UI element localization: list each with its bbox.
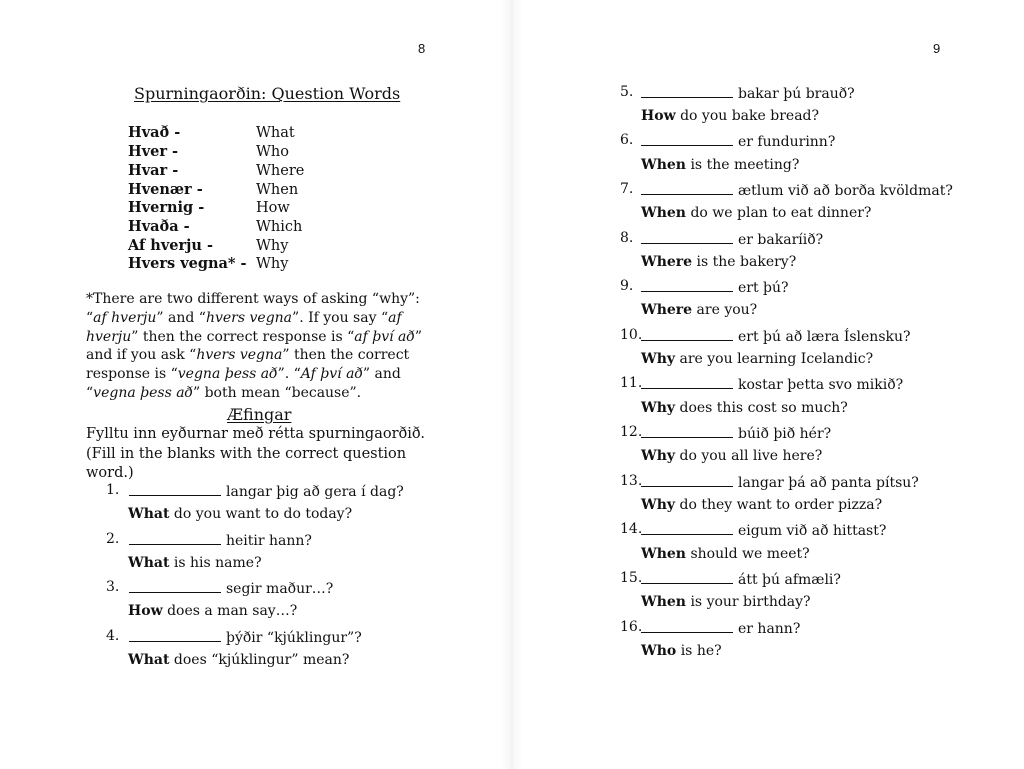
answer-text: is your birthday? <box>686 594 811 610</box>
prompt-text: heitir hann? <box>226 533 312 549</box>
answer-keyword: When <box>641 546 686 562</box>
prompt-text: er bakaríið? <box>738 232 824 248</box>
prompt-text: langar þá að panta pítsu? <box>738 475 919 491</box>
note-text: ”. “ <box>277 366 301 383</box>
prompt-text: búið þið hér? <box>738 426 832 442</box>
exercise-instructions: Fylltu inn eyðurnar með rétta spurningaorðið. (Fill in the blanks with the correct question word.) <box>86 426 425 481</box>
exercise-answer <box>641 400 848 416</box>
exercise-answer <box>641 594 811 610</box>
answer-keyword: Why <box>641 448 676 464</box>
exercise-answer <box>641 157 799 173</box>
exercise-number: 7. <box>620 181 634 197</box>
exercise-prompt <box>129 531 312 549</box>
prompt-text: ert þú að læra Íslensku? <box>738 329 911 345</box>
answer-keyword: Where <box>641 254 693 270</box>
answer-text: does “kjúklingur” mean? <box>169 652 350 668</box>
answer-text: do you want to do today? <box>169 506 353 522</box>
exercise-prompt <box>641 521 886 539</box>
note-text: ” both mean “because”. <box>192 384 362 401</box>
exercise-number: 2. <box>106 531 120 547</box>
vocab-english: What <box>256 125 295 141</box>
note-text: ” and “ <box>86 366 401 401</box>
answer-blank <box>129 628 221 642</box>
exercise-answer <box>641 302 757 318</box>
note-text: ” and “ <box>156 309 206 326</box>
exercise-number: 11. <box>620 375 643 391</box>
answer-keyword: Why <box>641 400 676 416</box>
answer-keyword: When <box>641 594 686 610</box>
note-italic: vegna þess að <box>177 366 278 383</box>
vocab-icelandic: Hver - <box>128 143 179 160</box>
exercise-prompt <box>641 132 835 150</box>
exercise-prompt <box>641 327 911 345</box>
exercise-number: 15. <box>620 570 643 586</box>
note-italic: vegna þess að <box>93 384 193 401</box>
exercise-prompt <box>641 375 903 393</box>
answer-text: should we meet? <box>686 546 810 562</box>
exercise-prompt <box>641 278 789 296</box>
vocab-english: How <box>256 200 290 216</box>
answer-blank <box>641 278 733 292</box>
answer-keyword: How <box>128 603 163 619</box>
answer-blank <box>641 181 733 195</box>
exercise-answer <box>128 506 352 522</box>
exercise-prompt <box>129 482 404 500</box>
vocab-icelandic: Hvar - <box>128 162 179 179</box>
exercise-number: 3. <box>106 579 120 595</box>
answer-blank <box>641 230 733 244</box>
vocab-english: Who <box>256 144 289 160</box>
exercise-number: 16. <box>620 619 643 635</box>
answer-text: do we plan to eat dinner? <box>686 205 872 221</box>
prompt-text: átt þú afmæli? <box>738 572 841 588</box>
exercise-answer <box>128 652 349 668</box>
note-italic: hvers vegna <box>196 347 283 364</box>
prompt-text: kostar þetta svo mikið? <box>738 377 904 393</box>
vocab-english: When <box>256 182 299 198</box>
prompt-text: langar þig að gera í dag? <box>226 484 404 500</box>
answer-keyword: Why <box>641 351 676 367</box>
note-text: ”. If you say “ <box>292 309 389 326</box>
note-italic: Af því að <box>300 366 363 383</box>
answer-blank <box>641 84 733 98</box>
answer-blank <box>641 132 733 146</box>
answer-keyword: Where <box>641 302 693 318</box>
exercise-answer <box>641 643 722 659</box>
page-number: 8 <box>418 41 426 56</box>
exercise-prompt <box>641 619 800 637</box>
vocab-english: Where <box>256 163 305 179</box>
note-italic: af hverju <box>93 309 157 326</box>
answer-keyword: When <box>641 157 686 173</box>
answer-blank <box>641 473 733 487</box>
answer-blank <box>641 375 733 389</box>
exercise-prompt <box>641 473 919 491</box>
prompt-text: eigum við að hittast? <box>738 523 887 539</box>
exercise-number: 10. <box>620 327 643 343</box>
answer-blank <box>129 579 221 593</box>
vocab-english: Why <box>256 238 289 254</box>
prompt-text: er fundurinn? <box>738 134 836 150</box>
exercise-answer <box>641 546 810 562</box>
exercise-number: 8. <box>620 230 634 246</box>
exercise-prompt <box>129 579 333 597</box>
answer-keyword: Who <box>641 643 677 659</box>
answer-text: do they want to order pizza? <box>675 497 883 513</box>
prompt-text: er hann? <box>738 621 801 637</box>
answer-blank <box>641 424 733 438</box>
exercise-number: 12. <box>620 424 643 440</box>
note-italic: af því að <box>354 328 415 345</box>
note-italic: hvers vegna <box>205 309 293 326</box>
note-text: ” then the correct response is “ <box>86 347 410 383</box>
answer-blank <box>129 531 221 545</box>
vocab-english: Why <box>256 256 289 272</box>
exercise-number: 5. <box>620 84 634 100</box>
note-text: ” and if you ask “ <box>86 328 422 364</box>
answer-keyword: What <box>128 506 170 522</box>
exercise-number: 4. <box>106 628 120 644</box>
page-title: Spurningaorðin: Question Words <box>134 84 401 103</box>
answer-keyword: How <box>641 108 676 124</box>
exercise-prompt <box>641 181 953 199</box>
note-italic: af hverju <box>86 309 402 345</box>
answer-text: are you? <box>692 302 758 318</box>
exercise-answer <box>641 108 819 124</box>
vocab-icelandic: Af hverju - <box>128 237 213 254</box>
prompt-text: segir maður…? <box>226 581 334 597</box>
answer-blank <box>641 570 733 584</box>
answer-blank <box>641 619 733 633</box>
exercise-prompt <box>641 230 823 248</box>
answer-text: is the meeting? <box>686 157 800 173</box>
prompt-text: bakar þú brauð? <box>738 86 855 102</box>
exercise-prompt <box>641 570 841 588</box>
vocab-icelandic: Hvað - <box>128 124 181 141</box>
vocab-english: Which <box>256 219 303 235</box>
answer-keyword: When <box>641 205 686 221</box>
vocab-icelandic: Hvaða - <box>128 218 190 235</box>
exercise-answer <box>128 603 297 619</box>
answer-text: are you learning Icelandic? <box>675 351 874 367</box>
answer-text: does a man say…? <box>162 603 298 619</box>
exercise-number: 1. <box>106 482 120 498</box>
why-footnote <box>86 290 431 403</box>
exercise-answer <box>641 351 873 367</box>
answer-keyword: What <box>128 652 170 668</box>
prompt-text: þýðir “kjúklingur”? <box>226 630 362 646</box>
exercise-prompt <box>641 424 831 442</box>
page-number: 9 <box>933 41 941 56</box>
exercises-heading: Æfingar <box>227 405 292 424</box>
exercise-answer <box>641 254 796 270</box>
answer-blank <box>641 327 733 341</box>
exercise-answer <box>128 555 262 571</box>
exercise-number: 14. <box>620 521 643 537</box>
exercise-prompt <box>129 628 362 646</box>
exercise-answer <box>641 497 882 513</box>
exercise-number: 9. <box>620 278 634 294</box>
answer-keyword: What <box>128 555 170 571</box>
answer-keyword: Why <box>641 497 676 513</box>
prompt-text: ætlum við að borða kvöldmat? <box>738 183 953 199</box>
answer-text: do you bake bread? <box>675 108 820 124</box>
vocab-icelandic: Hvenær - <box>128 181 203 198</box>
exercise-prompt <box>641 84 855 102</box>
answer-text: does this cost so much? <box>675 400 848 416</box>
exercise-answer <box>641 448 822 464</box>
answer-text: is the bakery? <box>692 254 797 270</box>
answer-blank <box>129 482 221 496</box>
note-text: ” then the correct response is “ <box>131 328 355 345</box>
answer-text: do you all live here? <box>675 448 823 464</box>
answer-blank <box>641 521 733 535</box>
exercise-number: 6. <box>620 132 634 148</box>
answer-text: is his name? <box>169 555 262 571</box>
note-text: *There are two different ways of asking “why”: “ <box>86 291 420 326</box>
vocab-icelandic: Hvernig - <box>128 199 205 216</box>
vocab-icelandic: Hvers vegna* - <box>128 255 247 272</box>
exercise-number: 13. <box>620 473 643 489</box>
exercise-answer <box>641 205 871 221</box>
prompt-text: ert þú? <box>738 280 789 296</box>
page-right <box>512 0 1024 769</box>
answer-text: is he? <box>676 643 722 659</box>
